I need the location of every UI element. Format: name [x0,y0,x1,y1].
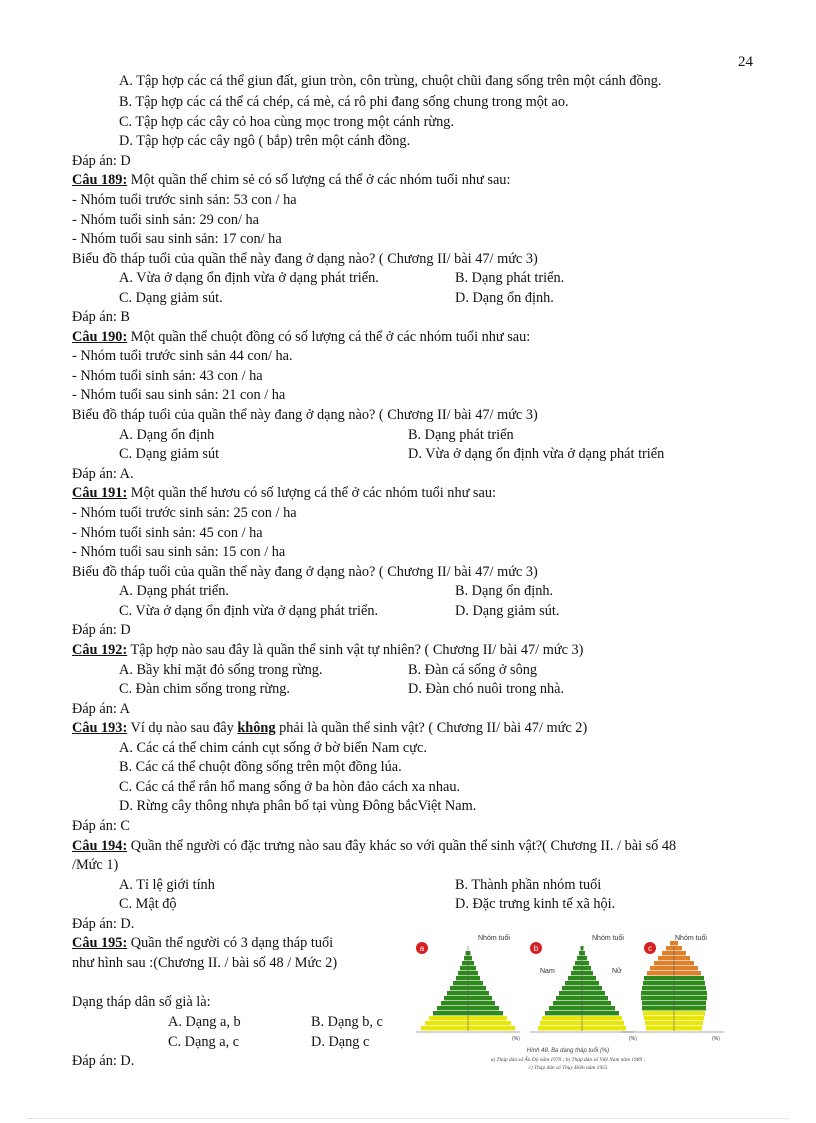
option-c: C. Dạng a, c [168,1034,240,1050]
option-b: B. Dạng b, c [311,1014,383,1030]
question-label: Câu 192: [72,642,128,658]
tag-c: c [648,944,652,953]
question-193 [72,719,587,737]
question-ask: Biểu đồ tháp tuổi của quần thể này đang ở dạng nào? ( Chương II/ bài 47/ mức 3) [72,407,538,423]
option-a: A. Bầy khỉ mặt đỏ sống trong rừng. [119,662,323,678]
option-d: D. Dạng c [311,1034,370,1050]
question-stem: Ví dụ nào sau đây [127,720,238,736]
axis-unit-c: (%) [712,1036,720,1042]
question-ask: Biểu đồ tháp tuổi của quần thể này đang ở dạng nào? ( Chương II/ bài 47/ mức 3) [72,251,538,267]
option-d: D. Vừa ở dạng ổn định vừa ở dạng phát triển [408,446,665,462]
data-line: - Nhóm tuổi sau sinh sản: 17 con/ ha [72,231,282,247]
answer: Đáp án: D [72,622,131,638]
option-b: B. Đàn cá sống ở sông [408,662,538,678]
option-b: B. Dạng phát triển [408,427,514,443]
question-ask: Dạng tháp dân số già là: [72,994,211,1010]
axis-unit-b: (%) [629,1036,637,1042]
page-number: 24 [738,54,753,70]
page-bottom-rule [28,1118,788,1119]
option-a: A. Dạng phát triển. [119,583,229,599]
data-line: - Nhóm tuổi sinh sản: 45 con / ha [72,525,263,541]
option-c: C. Các cá thể rắn hổ mang sống ở ba hòn đảo cách xa nhau. [119,779,461,795]
tag-b: b [533,944,539,953]
option-c: C. Tập hợp các cây cỏ hoa cùng mọc trong một cánh rừng. [119,114,455,130]
option-d: D. Rừng cây thông nhựa phân bố tại vùng Đông bắcViệt Nam. [119,798,477,814]
question-189 [72,171,510,189]
question-stem-cont: như hình sau :(Chương II. / bài số 48 / Mức 2) [72,955,338,971]
pyramid-b [530,946,634,1032]
option-a: A. Vừa ở dạng ổn định vừa ở dạng phát triển. [119,270,379,286]
question-label: Câu 194: [72,838,128,854]
data-line: - Nhóm tuổi trước sinh sản: 53 con / ha [72,192,297,208]
answer: Đáp án: A [72,701,130,717]
question-label: Câu 191: [72,485,128,501]
option-d: D. Dạng giảm sút. [455,603,560,619]
option-b: B. Thành phần nhóm tuổi [455,877,602,893]
question-stem: Quần thể người có đặc trưng nào sau đây khác so với quần thể sinh vật?( Chương II. / bài số 48 [127,838,677,854]
question-195 [72,934,333,952]
answer: Đáp án: C [72,818,130,834]
question-label: Câu 190: [72,329,128,345]
option-a: A. Dạng ổn định [119,427,215,443]
data-line: - Nhóm tuổi trước sinh sản 44 con/ ha. [72,348,293,364]
question-stem: Một quần thể hươu có số lượng cá thể ở các nhóm tuổi như sau: [127,485,496,501]
option-a: A. Tỉ lệ giới tính [119,877,215,893]
option-c: C. Dạng giảm sút. [119,290,223,306]
data-line: - Nhóm tuổi sau sinh sản: 21 con / ha [72,387,286,403]
option-d: D. Đặc trưng kinh tế xã hội. [455,896,616,912]
figure-caption-line3: c) Tháp dân số Thụy Điển năm 1955 [528,1065,608,1071]
answer: Đáp án: B [72,309,130,325]
option-d: D. Đàn chó nuôi trong nhà. [408,681,565,697]
answer: Đáp án: A. [72,466,134,482]
data-line: - Nhóm tuổi sinh sản: 43 con / ha [72,368,263,384]
question-194 [72,837,676,855]
option-b: B. Các cá thể chuột đồng sống trên một đồng lúa. [119,759,402,775]
question-stem-cont: /Mức 1) [72,857,119,873]
question-190 [72,328,530,346]
male-label: Nam [540,968,555,975]
axis-unit-a: (%) [512,1036,520,1042]
figure-caption-line2: a) Tháp dân số Ấn Độ năm 1970 ; b) Tháp dân số Việt Nam năm 1989 ; [490,1057,646,1063]
option-c: C. Vừa ở dạng ổn định vừa ở dạng phát triển. [119,603,379,619]
emphasis-word: không [237,720,276,736]
option-c: C. Dạng giảm sút [119,446,220,462]
data-line: - Nhóm tuổi sau sinh sản: 15 con / ha [72,544,286,560]
question-stem: Quần thể người có 3 dạng tháp tuổi [127,935,334,951]
question-label: Câu 189: [72,172,128,188]
option-d: D. Tập hợp các cây ngô ( bắp) trên một cánh đồng. [119,133,411,149]
option-a: A. Các cá thể chim cánh cụt sống ở bờ biển Nam cực. [119,740,427,756]
pyramid-c [622,941,724,1032]
question-192 [72,641,583,659]
option-b: B. Dạng ổn định. [455,583,554,599]
option-b: B. Tập hợp các cá thể cá chép, cá mè, cá rô phi đang sống chung trong một ao. [119,94,569,110]
answer: Đáp án: D. [72,1053,135,1069]
data-line: - Nhóm tuổi sinh sản: 29 con/ ha [72,212,260,228]
age-group-label-c: Nhóm tuổi [675,935,707,942]
female-label: Nữ [612,968,622,975]
question-191 [72,484,496,502]
option-d: D. Dạng ổn định. [455,290,554,306]
option-a: A. Tập hợp các cá thể giun đất, giun tròn, côn trùng, chuột chũi đang sống trên một cánh đồng. [119,73,662,89]
option-c: C. Đàn chim sống trong rừng. [119,681,290,697]
option-b: B. Dạng phát triển. [455,270,565,286]
age-group-label-b: Nhóm tuổi [592,935,624,942]
question-label: Câu 193: [72,720,128,736]
question-stem: Một quần thể chim sẻ có số lượng cá thể ở các nhóm tuổi như sau: [127,172,511,188]
age-pyramids-figure [412,928,724,1073]
option-a: A. Dạng a, b [168,1014,241,1030]
data-line: - Nhóm tuổi trước sinh sản: 25 con / ha [72,505,297,521]
question-label: Câu 195: [72,935,128,951]
option-c: C. Mật độ [119,896,177,912]
question-stem-tail: phải là quần thể sinh vật? ( Chương II/ bài 47/ mức 2) [275,720,588,736]
tag-a: a [419,944,425,953]
answer: Đáp án: D. [72,916,135,932]
question-ask: Biểu đồ tháp tuổi của quần thể này đang ở dạng nào? ( Chương II/ bài 47/ mức 3) [72,564,538,580]
figure-caption-title: Hình 48. Ba dạng tháp tuổi (%) [526,1048,610,1054]
pyramid-a [416,946,520,1032]
age-group-label-a: Nhóm tuổi [478,935,510,942]
question-stem: Một quần thể chuột đồng có số lượng cá thể ở các nhóm tuổi như sau: [127,329,531,345]
question-stem: Tập hợp nào sau đây là quần thể sinh vật tự nhiên? ( Chương II/ bài 47/ mức 3) [127,642,584,658]
answer: Đáp án: D [72,153,131,169]
